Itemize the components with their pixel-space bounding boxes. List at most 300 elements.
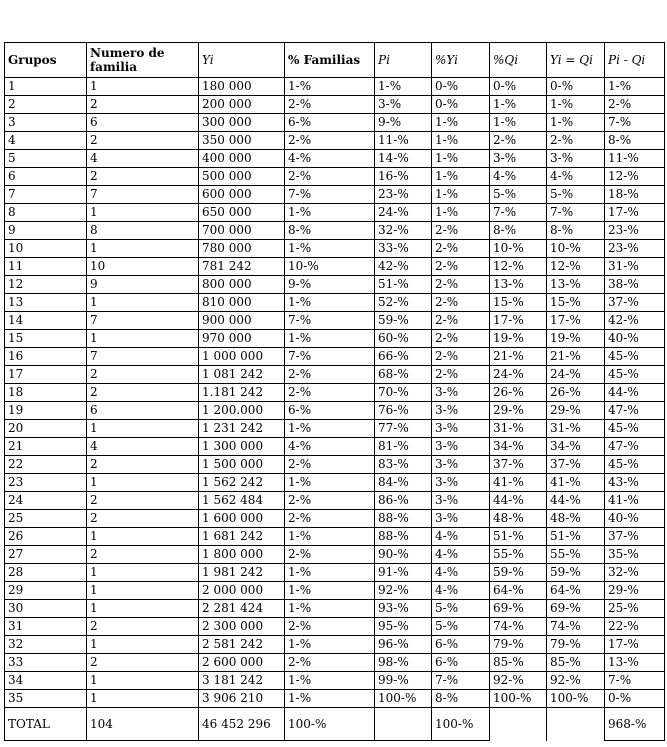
cell-pct-yi: 3-% xyxy=(432,384,490,402)
table-row xyxy=(5,132,665,150)
cell-pct-yi: 4-% xyxy=(432,546,490,564)
cell-numero-familia: 8 xyxy=(87,222,199,240)
cell-pct-qi: 3-% xyxy=(490,150,547,168)
cell-pct-familias: 7-% xyxy=(285,348,375,366)
cell-grupo: 3 xyxy=(5,114,87,132)
cell-yi: 780 000 xyxy=(199,240,285,258)
cell-pct-qi: 85-% xyxy=(490,654,547,672)
cell-numero-familia: 2 xyxy=(87,456,199,474)
cell-numero-familia: 2 xyxy=(87,654,199,672)
cell-pct-qi: 5-% xyxy=(490,186,547,204)
cell-pct-familias: 1-% xyxy=(285,420,375,438)
cell-pct-qi: 51-% xyxy=(490,528,547,546)
header-yi-eq-qi: Yi = Qi xyxy=(547,43,605,78)
cell-pi: 24-% xyxy=(375,204,432,222)
cell-pct-qi: 44-% xyxy=(490,492,547,510)
cell-grupo: 9 xyxy=(5,222,87,240)
cell-numero-familia: 2 xyxy=(87,168,199,186)
cell-pct-qi: 4-% xyxy=(490,168,547,186)
cell-yi: 650 000 xyxy=(199,204,285,222)
cell-yi-eq-qi: 7-% xyxy=(547,204,605,222)
cell-yi: 1.181 242 xyxy=(199,384,285,402)
cell-pct-qi: 48-% xyxy=(490,510,547,528)
table-row xyxy=(5,618,665,636)
cell-pi-minus-qi: 32-% xyxy=(605,564,665,582)
cell-pct-yi: 2-% xyxy=(432,366,490,384)
total-yi: 46 452 296 xyxy=(199,708,285,741)
cell-pi-minus-qi: 37-% xyxy=(605,294,665,312)
table-body xyxy=(5,78,665,741)
cell-pct-yi: 3-% xyxy=(432,474,490,492)
cell-numero-familia: 1 xyxy=(87,294,199,312)
cell-pct-qi: 29-% xyxy=(490,402,547,420)
table-row xyxy=(5,348,665,366)
table-row xyxy=(5,78,665,96)
cell-grupo: 30 xyxy=(5,600,87,618)
cell-pi: 59-% xyxy=(375,312,432,330)
cell-numero-familia: 7 xyxy=(87,312,199,330)
cell-pct-yi: 4-% xyxy=(432,582,490,600)
table-row xyxy=(5,402,665,420)
cell-grupo: 15 xyxy=(5,330,87,348)
cell-pi-minus-qi: 40-% xyxy=(605,330,665,348)
cell-numero-familia: 1 xyxy=(87,672,199,690)
table-row xyxy=(5,492,665,510)
cell-numero-familia: 2 xyxy=(87,366,199,384)
cell-yi-eq-qi: 29-% xyxy=(547,402,605,420)
table-row xyxy=(5,654,665,672)
total-pct-qi xyxy=(490,708,547,741)
cell-pi-minus-qi: 45-% xyxy=(605,366,665,384)
cell-pct-yi: 7-% xyxy=(432,672,490,690)
cell-yi: 1 981 242 xyxy=(199,564,285,582)
cell-yi-eq-qi: 34-% xyxy=(547,438,605,456)
cell-pct-familias: 7-% xyxy=(285,186,375,204)
cell-pi-minus-qi: 11-% xyxy=(605,150,665,168)
cell-grupo: 8 xyxy=(5,204,87,222)
cell-grupo: 1 xyxy=(5,78,87,96)
cell-grupo: 32 xyxy=(5,636,87,654)
cell-pi-minus-qi: 12-% xyxy=(605,168,665,186)
cell-numero-familia: 1 xyxy=(87,204,199,222)
cell-grupo: 10 xyxy=(5,240,87,258)
cell-yi-eq-qi: 85-% xyxy=(547,654,605,672)
cell-pi-minus-qi: 8-% xyxy=(605,132,665,150)
cell-yi-eq-qi: 19-% xyxy=(547,330,605,348)
total-pct-yi: 100-% xyxy=(432,708,490,741)
cell-yi-eq-qi: 2-% xyxy=(547,132,605,150)
header-pct-yi: %Yi xyxy=(432,43,490,78)
cell-grupo: 20 xyxy=(5,420,87,438)
cell-pi-minus-qi: 47-% xyxy=(605,402,665,420)
table-row xyxy=(5,330,665,348)
cell-yi: 810 000 xyxy=(199,294,285,312)
cell-pi-minus-qi: 38-% xyxy=(605,276,665,294)
cell-pct-familias: 2-% xyxy=(285,654,375,672)
cell-yi-eq-qi: 64-% xyxy=(547,582,605,600)
table-row xyxy=(5,438,665,456)
cell-pct-qi: 26-% xyxy=(490,384,547,402)
cell-pct-qi: 10-% xyxy=(490,240,547,258)
cell-pi: 99-% xyxy=(375,672,432,690)
cell-yi: 1 081 242 xyxy=(199,366,285,384)
cell-grupo: 31 xyxy=(5,618,87,636)
cell-pct-qi: 100-% xyxy=(490,690,547,708)
table-row xyxy=(5,420,665,438)
cell-pi-minus-qi: 35-% xyxy=(605,546,665,564)
cell-pct-qi: 17-% xyxy=(490,312,547,330)
cell-pct-yi: 8-% xyxy=(432,690,490,708)
cell-yi: 1 231 242 xyxy=(199,420,285,438)
cell-pi-minus-qi: 44-% xyxy=(605,384,665,402)
cell-numero-familia: 1 xyxy=(87,690,199,708)
cell-numero-familia: 2 xyxy=(87,510,199,528)
cell-pi-minus-qi: 17-% xyxy=(605,636,665,654)
cell-pi-minus-qi: 45-% xyxy=(605,456,665,474)
cell-grupo: 18 xyxy=(5,384,87,402)
cell-pct-yi: 4-% xyxy=(432,528,490,546)
cell-pi: 81-% xyxy=(375,438,432,456)
cell-pct-qi: 2-% xyxy=(490,132,547,150)
table-row xyxy=(5,294,665,312)
cell-pct-familias: 1-% xyxy=(285,78,375,96)
total-pi xyxy=(375,708,432,741)
table-row xyxy=(5,258,665,276)
data-table xyxy=(4,42,665,741)
cell-yi: 2 000 000 xyxy=(199,582,285,600)
cell-yi-eq-qi: 8-% xyxy=(547,222,605,240)
cell-yi: 350 000 xyxy=(199,132,285,150)
cell-pct-yi: 2-% xyxy=(432,294,490,312)
cell-yi: 200 000 xyxy=(199,96,285,114)
table-row xyxy=(5,600,665,618)
cell-grupo: 12 xyxy=(5,276,87,294)
cell-yi-eq-qi: 0-% xyxy=(547,78,605,96)
cell-pct-familias: 1-% xyxy=(285,582,375,600)
cell-pi-minus-qi: 22-% xyxy=(605,618,665,636)
cell-numero-familia: 4 xyxy=(87,150,199,168)
table-row xyxy=(5,546,665,564)
cell-yi-eq-qi: 15-% xyxy=(547,294,605,312)
cell-yi-eq-qi: 55-% xyxy=(547,546,605,564)
cell-pi: 92-% xyxy=(375,582,432,600)
cell-pct-yi: 2-% xyxy=(432,240,490,258)
cell-yi: 400 000 xyxy=(199,150,285,168)
table-row xyxy=(5,528,665,546)
cell-yi-eq-qi: 100-% xyxy=(547,690,605,708)
cell-numero-familia: 2 xyxy=(87,546,199,564)
cell-pct-familias: 2-% xyxy=(285,96,375,114)
cell-yi: 3 181 242 xyxy=(199,672,285,690)
cell-pct-qi: 55-% xyxy=(490,546,547,564)
cell-yi-eq-qi: 4-% xyxy=(547,168,605,186)
cell-pct-yi: 1-% xyxy=(432,114,490,132)
cell-pi: 32-% xyxy=(375,222,432,240)
cell-pi: 93-% xyxy=(375,600,432,618)
cell-grupo: 6 xyxy=(5,168,87,186)
cell-yi-eq-qi: 79-% xyxy=(547,636,605,654)
cell-grupo: 19 xyxy=(5,402,87,420)
cell-yi: 1 562 242 xyxy=(199,474,285,492)
cell-pct-qi: 8-% xyxy=(490,222,547,240)
cell-pct-qi: 41-% xyxy=(490,474,547,492)
cell-pi: 76-% xyxy=(375,402,432,420)
cell-yi-eq-qi: 51-% xyxy=(547,528,605,546)
cell-yi-eq-qi: 69-% xyxy=(547,600,605,618)
cell-pi: 33-% xyxy=(375,240,432,258)
total-numero-familia: 104 xyxy=(87,708,199,741)
cell-yi: 1 800 000 xyxy=(199,546,285,564)
cell-numero-familia: 6 xyxy=(87,114,199,132)
cell-numero-familia: 1 xyxy=(87,582,199,600)
cell-yi-eq-qi: 59-% xyxy=(547,564,605,582)
cell-pct-yi: 3-% xyxy=(432,438,490,456)
cell-numero-familia: 9 xyxy=(87,276,199,294)
cell-grupo: 22 xyxy=(5,456,87,474)
cell-pi: 66-% xyxy=(375,348,432,366)
cell-pct-qi: 69-% xyxy=(490,600,547,618)
cell-grupo: 13 xyxy=(5,294,87,312)
cell-pct-qi: 7-% xyxy=(490,204,547,222)
cell-yi-eq-qi: 5-% xyxy=(547,186,605,204)
cell-pi-minus-qi: 23-% xyxy=(605,240,665,258)
cell-pct-familias: 2-% xyxy=(285,546,375,564)
cell-pi-minus-qi: 18-% xyxy=(605,186,665,204)
cell-pi-minus-qi: 0-% xyxy=(605,690,665,708)
cell-yi: 2 300 000 xyxy=(199,618,285,636)
cell-pct-yi: 2-% xyxy=(432,222,490,240)
table-row xyxy=(5,186,665,204)
cell-yi: 900 000 xyxy=(199,312,285,330)
cell-yi: 1 681 242 xyxy=(199,528,285,546)
cell-pct-familias: 1-% xyxy=(285,474,375,492)
cell-numero-familia: 1 xyxy=(87,564,199,582)
cell-pct-familias: 2-% xyxy=(285,456,375,474)
cell-pct-familias: 2-% xyxy=(285,618,375,636)
cell-grupo: 26 xyxy=(5,528,87,546)
cell-pct-familias: 6-% xyxy=(285,114,375,132)
cell-pi-minus-qi: 7-% xyxy=(605,672,665,690)
cell-yi-eq-qi: 1-% xyxy=(547,96,605,114)
total-grupo: TOTAL xyxy=(5,708,87,741)
cell-pct-yi: 3-% xyxy=(432,456,490,474)
cell-grupo: 29 xyxy=(5,582,87,600)
cell-pct-familias: 7-% xyxy=(285,312,375,330)
cell-pi-minus-qi: 45-% xyxy=(605,420,665,438)
cell-yi-eq-qi: 1-% xyxy=(547,114,605,132)
table-row xyxy=(5,114,665,132)
table-row xyxy=(5,384,665,402)
cell-yi: 500 000 xyxy=(199,168,285,186)
cell-numero-familia: 1 xyxy=(87,474,199,492)
cell-pct-yi: 1-% xyxy=(432,150,490,168)
cell-pct-yi: 2-% xyxy=(432,276,490,294)
total-pct-familias: 100-% xyxy=(285,708,375,741)
cell-yi: 800 000 xyxy=(199,276,285,294)
cell-pct-familias: 4-% xyxy=(285,150,375,168)
cell-pct-familias: 8-% xyxy=(285,222,375,240)
cell-pct-yi: 3-% xyxy=(432,420,490,438)
cell-pct-qi: 79-% xyxy=(490,636,547,654)
cell-pct-yi: 5-% xyxy=(432,600,490,618)
header-grupos: Grupos xyxy=(5,43,87,78)
header-row xyxy=(5,43,665,78)
cell-pi: 3-% xyxy=(375,96,432,114)
table-row xyxy=(5,168,665,186)
cell-pi: 91-% xyxy=(375,564,432,582)
cell-pi-minus-qi: 42-% xyxy=(605,312,665,330)
cell-pct-yi: 2-% xyxy=(432,258,490,276)
cell-pi-minus-qi: 1-% xyxy=(605,78,665,96)
cell-pct-yi: 2-% xyxy=(432,312,490,330)
cell-pct-familias: 1-% xyxy=(285,636,375,654)
cell-pi: 88-% xyxy=(375,510,432,528)
cell-pi: 1-% xyxy=(375,78,432,96)
cell-pct-yi: 0-% xyxy=(432,96,490,114)
cell-grupo: 14 xyxy=(5,312,87,330)
cell-pct-familias: 1-% xyxy=(285,204,375,222)
cell-pct-qi: 31-% xyxy=(490,420,547,438)
cell-pi-minus-qi: 40-% xyxy=(605,510,665,528)
cell-yi: 1 200.000 xyxy=(199,402,285,420)
cell-pi: 9-% xyxy=(375,114,432,132)
table-row xyxy=(5,276,665,294)
table-row xyxy=(5,672,665,690)
cell-numero-familia: 4 xyxy=(87,438,199,456)
cell-pct-qi: 12-% xyxy=(490,258,547,276)
table-row xyxy=(5,204,665,222)
cell-yi-eq-qi: 13-% xyxy=(547,276,605,294)
cell-pct-familias: 1-% xyxy=(285,240,375,258)
cell-grupo: 23 xyxy=(5,474,87,492)
cell-pi-minus-qi: 17-% xyxy=(605,204,665,222)
cell-numero-familia: 1 xyxy=(87,420,199,438)
cell-grupo: 2 xyxy=(5,96,87,114)
cell-yi-eq-qi: 21-% xyxy=(547,348,605,366)
table-row xyxy=(5,564,665,582)
cell-numero-familia: 10 xyxy=(87,258,199,276)
cell-grupo: 33 xyxy=(5,654,87,672)
total-yi-eq-qi xyxy=(547,708,605,741)
table-row xyxy=(5,636,665,654)
table-row xyxy=(5,240,665,258)
cell-pct-familias: 4-% xyxy=(285,438,375,456)
cell-numero-familia: 1 xyxy=(87,600,199,618)
cell-pct-familias: 2-% xyxy=(285,510,375,528)
cell-pi: 98-% xyxy=(375,654,432,672)
table-row xyxy=(5,510,665,528)
cell-yi: 600 000 xyxy=(199,186,285,204)
cell-numero-familia: 1 xyxy=(87,240,199,258)
cell-pi-minus-qi: 43-% xyxy=(605,474,665,492)
cell-pct-qi: 92-% xyxy=(490,672,547,690)
cell-pct-familias: 1-% xyxy=(285,690,375,708)
cell-pi-minus-qi: 45-% xyxy=(605,348,665,366)
cell-yi: 1 000 000 xyxy=(199,348,285,366)
cell-pi: 52-% xyxy=(375,294,432,312)
cell-pi-minus-qi: 47-% xyxy=(605,438,665,456)
table-row xyxy=(5,456,665,474)
total-pi-minus-qi: 968-% xyxy=(605,708,665,741)
cell-numero-familia: 2 xyxy=(87,96,199,114)
cell-pi-minus-qi: 23-% xyxy=(605,222,665,240)
cell-pct-yi: 6-% xyxy=(432,654,490,672)
cell-pi: 16-% xyxy=(375,168,432,186)
cell-grupo: 21 xyxy=(5,438,87,456)
cell-pct-familias: 2-% xyxy=(285,366,375,384)
cell-pct-familias: 1-% xyxy=(285,330,375,348)
cell-pct-qi: 74-% xyxy=(490,618,547,636)
cell-numero-familia: 1 xyxy=(87,78,199,96)
cell-pi-minus-qi: 31-% xyxy=(605,258,665,276)
cell-numero-familia: 7 xyxy=(87,348,199,366)
cell-pct-qi: 37-% xyxy=(490,456,547,474)
cell-pi: 11-% xyxy=(375,132,432,150)
cell-pi: 95-% xyxy=(375,618,432,636)
cell-yi-eq-qi: 24-% xyxy=(547,366,605,384)
cell-pct-qi: 1-% xyxy=(490,96,547,114)
cell-pct-qi: 64-% xyxy=(490,582,547,600)
cell-yi: 781 242 xyxy=(199,258,285,276)
cell-pct-qi: 19-% xyxy=(490,330,547,348)
header-numero-familia: Numero de familia xyxy=(87,43,199,78)
cell-pct-yi: 3-% xyxy=(432,510,490,528)
cell-yi: 2 281 424 xyxy=(199,600,285,618)
cell-pct-familias: 9-% xyxy=(285,276,375,294)
cell-pct-qi: 1-% xyxy=(490,114,547,132)
cell-numero-familia: 2 xyxy=(87,384,199,402)
cell-pi-minus-qi: 7-% xyxy=(605,114,665,132)
table-row xyxy=(5,312,665,330)
cell-yi-eq-qi: 10-% xyxy=(547,240,605,258)
cell-pct-yi: 0-% xyxy=(432,78,490,96)
cell-pct-familias: 1-% xyxy=(285,600,375,618)
cell-pct-yi: 4-% xyxy=(432,564,490,582)
cell-pi-minus-qi: 13-% xyxy=(605,654,665,672)
cell-yi-eq-qi: 48-% xyxy=(547,510,605,528)
cell-yi: 180 000 xyxy=(199,78,285,96)
header-pi-minus-qi: Pi - Qi xyxy=(605,43,665,78)
cell-numero-familia: 2 xyxy=(87,132,199,150)
cell-pct-familias: 6-% xyxy=(285,402,375,420)
cell-pct-yi: 1-% xyxy=(432,204,490,222)
table-row xyxy=(5,222,665,240)
cell-pct-familias: 1-% xyxy=(285,672,375,690)
cell-yi: 1 600 000 xyxy=(199,510,285,528)
table-row xyxy=(5,690,665,708)
cell-yi-eq-qi: 37-% xyxy=(547,456,605,474)
cell-grupo: 28 xyxy=(5,564,87,582)
cell-pct-familias: 2-% xyxy=(285,384,375,402)
cell-grupo: 7 xyxy=(5,186,87,204)
cell-pi: 84-% xyxy=(375,474,432,492)
cell-yi: 1 300 000 xyxy=(199,438,285,456)
cell-pct-yi: 2-% xyxy=(432,330,490,348)
cell-pct-qi: 59-% xyxy=(490,564,547,582)
cell-pi: 14-% xyxy=(375,150,432,168)
cell-pi: 42-% xyxy=(375,258,432,276)
cell-pct-yi: 1-% xyxy=(432,132,490,150)
cell-pi: 60-% xyxy=(375,330,432,348)
table-row xyxy=(5,474,665,492)
cell-yi-eq-qi: 74-% xyxy=(547,618,605,636)
cell-pct-familias: 1-% xyxy=(285,564,375,582)
cell-pct-familias: 10-% xyxy=(285,258,375,276)
table-row xyxy=(5,96,665,114)
cell-pct-yi: 2-% xyxy=(432,348,490,366)
cell-pi-minus-qi: 2-% xyxy=(605,96,665,114)
cell-numero-familia: 2 xyxy=(87,618,199,636)
